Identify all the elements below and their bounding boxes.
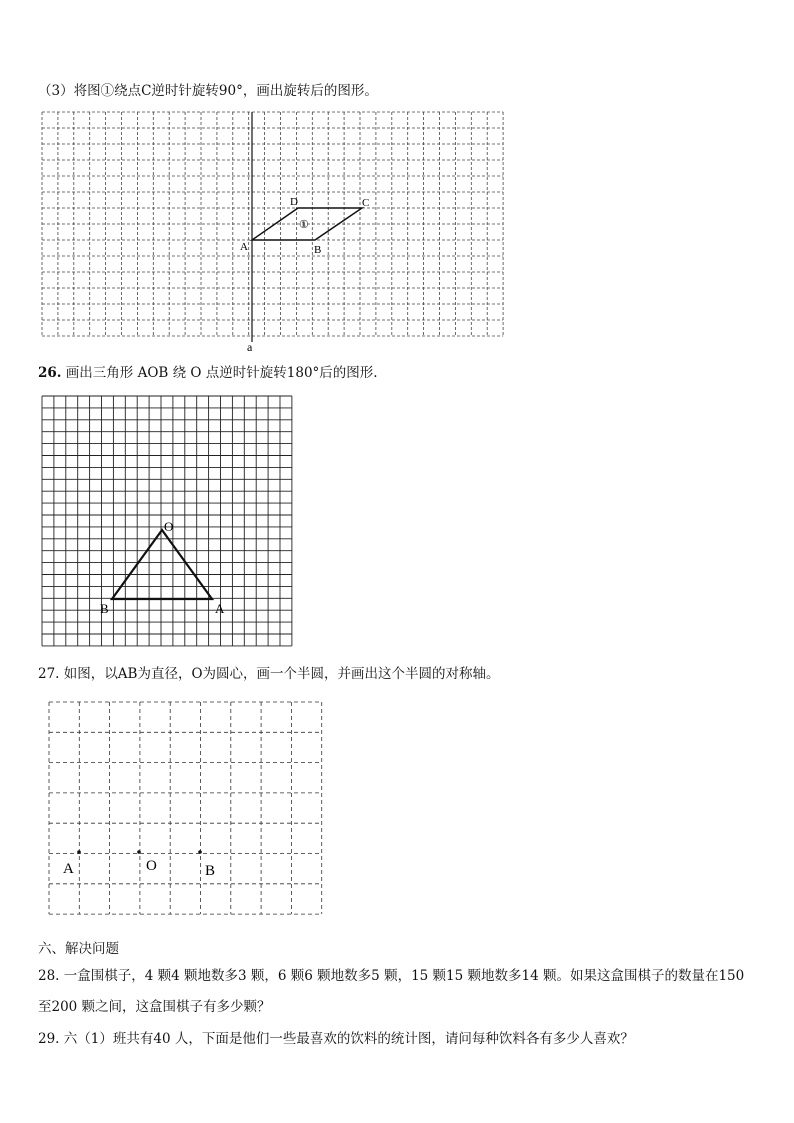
point-a-dot <box>77 850 81 854</box>
point-label-a: A <box>240 241 248 253</box>
q27-number: 27. <box>38 666 60 682</box>
q27-grid-figure <box>45 698 327 918</box>
q27-prompt: 如图，以AB为直径，O为圆心，画一个半圆，并画出这个半圆的对称轴。 <box>63 666 500 682</box>
q28-line2: 至200 颗之间，这盒围棋子有多少颗？ <box>38 999 271 1015</box>
q26-grid-figure <box>40 394 302 654</box>
q26-number: 26. <box>38 365 62 381</box>
point-label-c: C <box>362 197 370 209</box>
q29-prompt: 六（1）班共有40 人，下面是他们一些最喜欢的饮料的统计图，请问每种饮料各有多少人喜欢？ <box>63 1031 634 1047</box>
q29-number: 29. <box>38 1031 60 1047</box>
section-6-title: 六、解决问题 <box>38 941 119 957</box>
q28-line1 <box>38 967 744 985</box>
point-label-b: B <box>205 863 216 879</box>
point-label-d: D <box>290 196 298 208</box>
q26-prompt: 画出三角形 AOB 绕 O 点逆时针旋转180°后的图形. <box>65 365 378 381</box>
q27-text <box>38 665 500 683</box>
q28-number: 28. <box>38 968 60 984</box>
axis-label-a: a <box>247 340 253 354</box>
figure-label-1: ① <box>299 219 309 231</box>
point-label-a: A <box>63 861 74 877</box>
point-o-dot <box>137 850 141 854</box>
point-label-a: A <box>215 601 225 616</box>
q25-3-text: （3）将图①绕点C逆时针旋转90°，画出旋转后的图形。 <box>38 83 378 99</box>
q28-text-line1: 一盒围棋子，4 颗4 颗地数多3 颗，6 颗6 颗地数多5 颗，15 颗15 颗地数多14 颗。如果这盒围棋子的数量在150 <box>63 968 745 984</box>
point-label-o: O <box>164 519 174 534</box>
point-label-b: B <box>314 244 322 256</box>
point-label-b: B <box>100 601 109 616</box>
point-label-o: O <box>146 858 157 874</box>
q26-text <box>38 364 378 382</box>
point-b-dot <box>198 850 202 854</box>
q25-3-grid-figure <box>40 110 520 355</box>
q29-text <box>38 1030 634 1048</box>
